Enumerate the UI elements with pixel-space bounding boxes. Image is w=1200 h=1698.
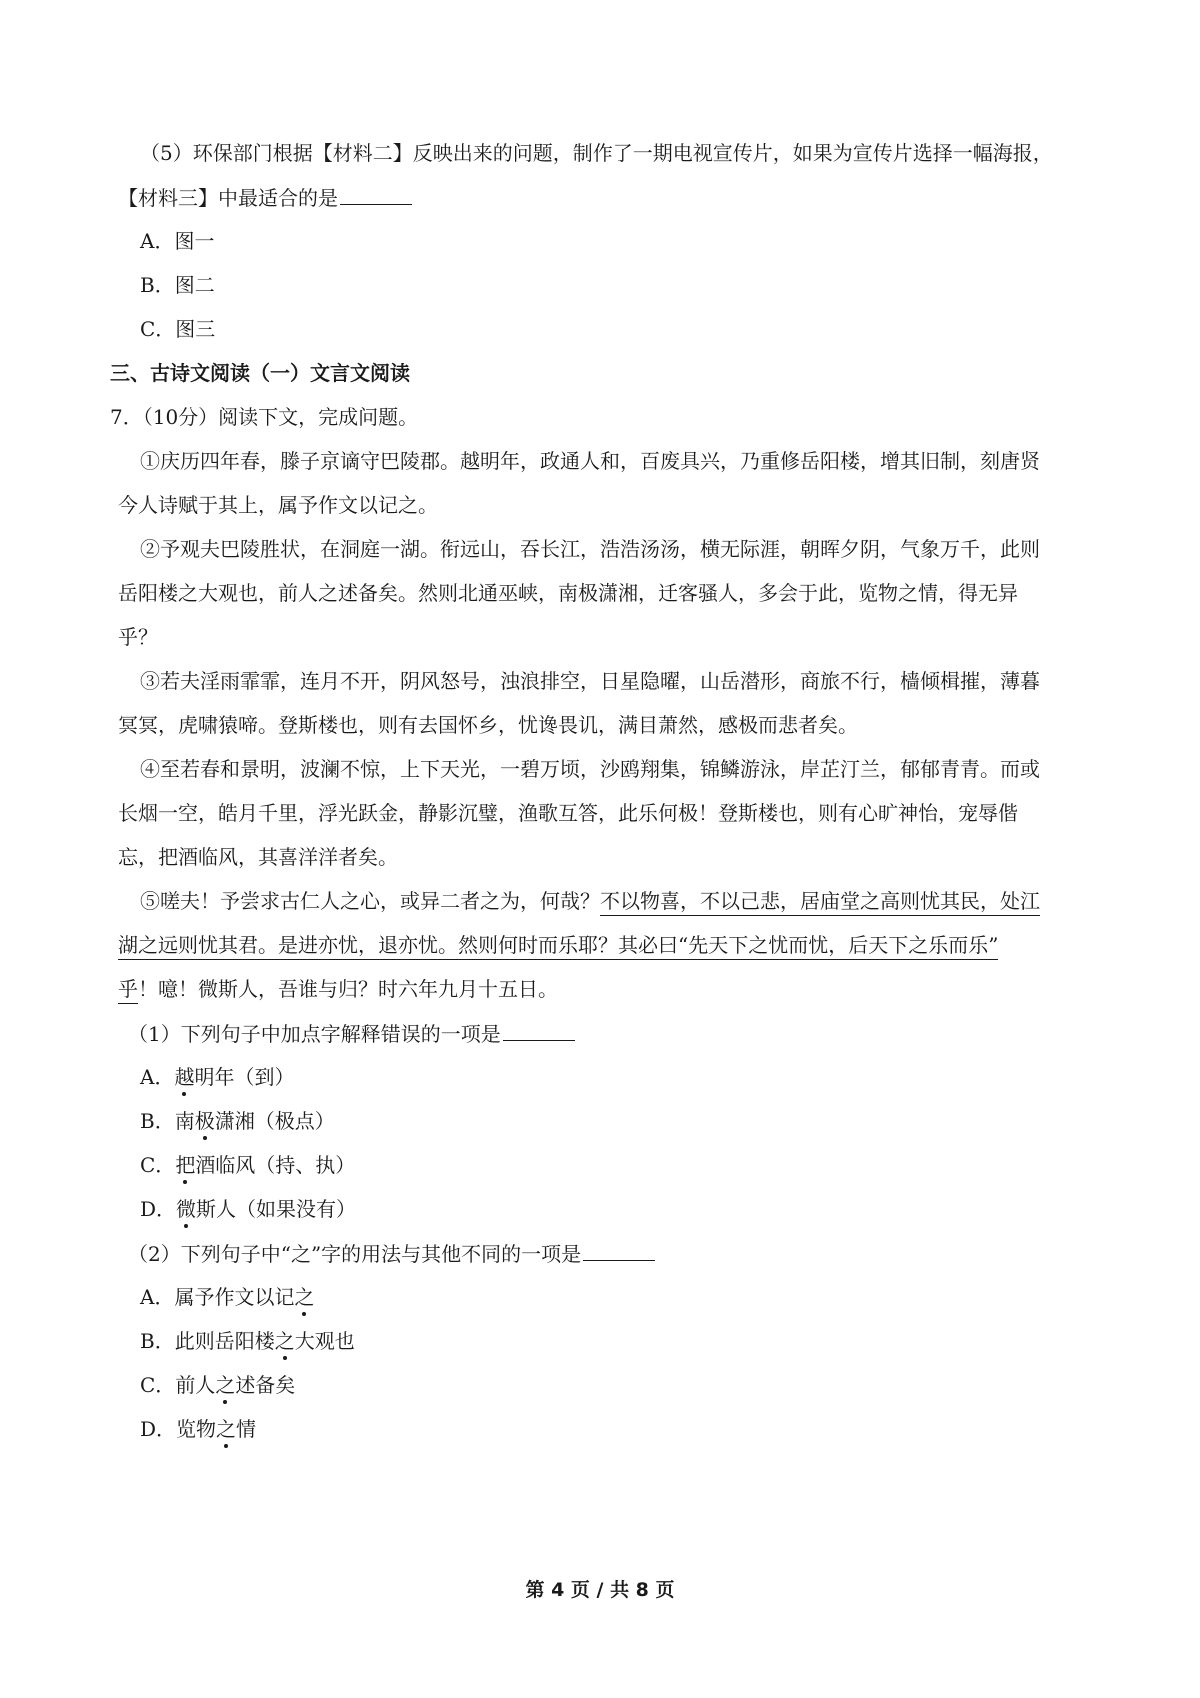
sub2-option-d: D．览物之情 [140, 1417, 257, 1441]
emphasis-dot-char: 之 [215, 1373, 236, 1397]
q5-stem-text: 【材料三】中最适合的是 [118, 186, 338, 210]
sub2-option-b: B．此则岳阳楼之大观也 [140, 1329, 355, 1353]
passage-p1-line2: 今人诗赋于其上，属予作文以记之。 [118, 493, 438, 517]
underlined-sentence: 不以物喜，不以己悲，居庙堂之高则忧其民，处江 [600, 889, 1040, 916]
sub1-stem-text: （1）下列句子中加点字解释错误的一项是 [128, 1022, 501, 1046]
answer-blank[interactable] [583, 1240, 655, 1261]
sub2-stem-text: （2）下列句子中“之”字的用法与其他不同的一项是 [128, 1242, 582, 1266]
passage-p2-line2: 岳阳楼之大观也，前人之述备矣。然则北通巫峡，南极潇湘，迁客骚人，多会于此，览物之情，得无异 [118, 581, 1018, 605]
emphasis-dot-char: 之 [216, 1417, 237, 1441]
emphasis-dot-char: 极 [194, 1109, 215, 1133]
emphasis-dot-char: 微 [176, 1197, 197, 1221]
emphasis-dot-char: 越 [174, 1065, 195, 1089]
passage-p5-line3 [118, 976, 558, 1002]
q7-intro: 7．（10分）阅读下文，完成问题。 [110, 405, 419, 429]
passage-p2-line1: ②予观夫巴陵胜状，在洞庭一湖。衔远山，吞长江，浩浩汤汤，横无际涯，朝晖夕阴，气象万千，此则 [140, 537, 1040, 561]
sub1-option-d: D．微斯人（如果没有） [140, 1197, 357, 1221]
answer-blank[interactable] [503, 1020, 575, 1041]
emphasis-dot-char: 之 [294, 1285, 315, 1309]
emphasis-dot-char: 之 [274, 1329, 295, 1353]
q5-option-c: C．图三 [140, 317, 216, 341]
passage-p5-line1 [140, 888, 1040, 914]
q5-stem-line1: （5）环保部门根据【材料二】反映出来的问题，制作了一期电视宣传片，如果为宣传片选择一幅海报， [140, 141, 1053, 165]
underlined-sentence: 湖之远则忧其君。是进亦忧，退亦忧。然则何时而乐耶？其必曰“先天下之忧而忧，后天下之乐而乐” [118, 933, 998, 960]
passage-p5-text: ！噫！微斯人，吾谁与归？时六年九月十五日。 [138, 977, 558, 1001]
passage-p4-line2: 长烟一空，皓月千里，浮光跃金，静影沉璧，渔歌互答，此乐何极！登斯楼也，则有心旷神怡，宠辱偕 [118, 801, 1018, 825]
sub2-option-a: A．属予作文以记之 [140, 1285, 315, 1309]
passage-p3-line1: ③若夫淫雨霏霏，连月不开，阴风怒号，浊浪排空，日星隐曜，山岳潜形，商旅不行，樯倾楫摧，薄暮 [140, 669, 1040, 693]
q5-option-b: B．图二 [140, 273, 215, 297]
sub1-option-b: B．南极潇湘（极点） [140, 1109, 335, 1133]
sub1-option-c: C．把酒临风（持、执） [140, 1153, 356, 1177]
passage-p5-text: ⑤嗟夫！予尝求古仁人之心，或异二者之为，何哉？ [140, 889, 600, 913]
answer-blank[interactable] [340, 184, 412, 205]
page-number-footer: 第 4 页 / 共 8 页 [525, 1579, 675, 1601]
underlined-sentence: 乎 [118, 977, 138, 1004]
passage-p3-line2: 冥冥，虎啸猿啼。登斯楼也，则有去国怀乡，忧谗畏讥，满目萧然，感极而悲者矣。 [118, 713, 858, 737]
sub1-option-a: A．越明年（到） [140, 1065, 295, 1089]
passage-p2-line3: 乎？ [118, 625, 158, 649]
q5-option-a: A．图一 [140, 229, 215, 253]
passage-p4-line1: ④至若春和景明，波澜不惊，上下天光，一碧万顷，沙鸥翔集，锦鳞游泳，岸芷汀兰，郁郁青青。而或 [140, 757, 1040, 781]
q7-sub2-stem [128, 1240, 655, 1267]
passage-p4-line3: 忘，把酒临风，其喜洋洋者矣。 [118, 845, 398, 869]
emphasis-dot-char: 把 [175, 1153, 196, 1177]
passage-p5-line2 [118, 932, 998, 958]
sub2-option-c: C．前人之述备矣 [140, 1373, 296, 1397]
passage-p1-line1: ①庆历四年春，滕子京谪守巴陵郡。越明年，政通人和，百废具兴，乃重修岳阳楼，增其旧制，刻唐贤 [140, 449, 1040, 473]
q7-sub1-stem [128, 1020, 575, 1047]
q5-stem-line2 [118, 184, 412, 211]
section-heading: 三、古诗文阅读（一）文言文阅读 [110, 361, 410, 385]
